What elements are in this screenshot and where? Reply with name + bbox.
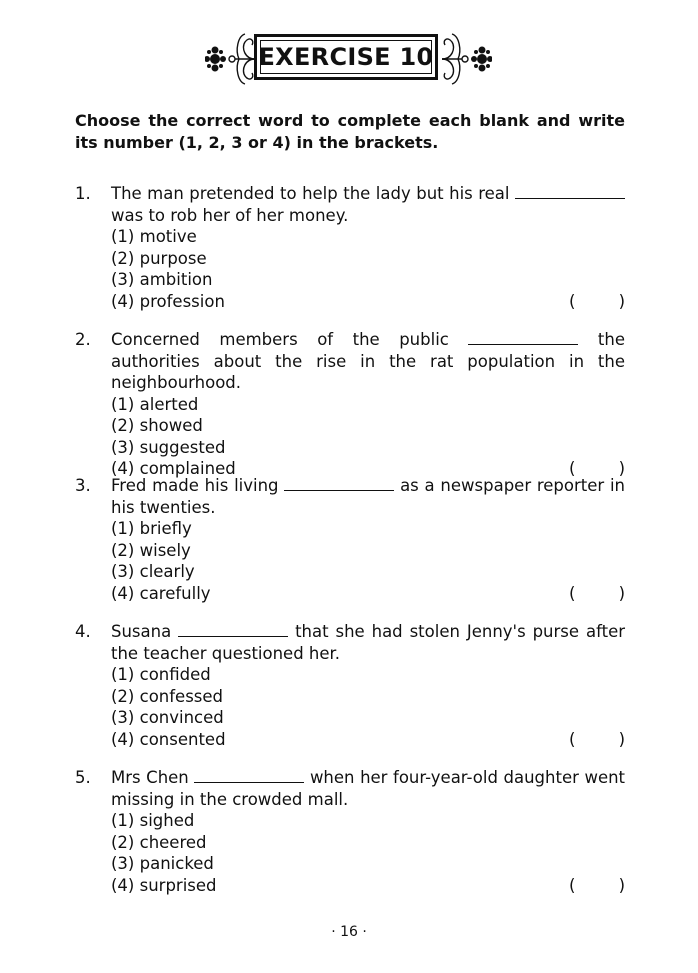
answer-brackets[interactable]: ( ) <box>569 459 625 478</box>
instructions: Choose the correct word to complete each blank and write its number (1, 2, 3 or 4) in the brackets. <box>75 111 625 152</box>
option: (3) ambition <box>111 270 213 289</box>
option: (1) alerted <box>111 394 199 414</box>
option: (2) showed <box>111 416 203 435</box>
option: (3) panicked <box>111 854 214 873</box>
question-stem: Concerned members of the public the authorities about the rise in the rat population in the neighbourhood. <box>111 330 625 392</box>
question-number: 4. <box>75 622 91 641</box>
option-last: (4) surprised ( ) <box>111 875 625 895</box>
title-box <box>254 34 438 80</box>
question-3 <box>75 475 625 604</box>
option: (2) wisely <box>111 540 191 560</box>
option-last: (4) complained ( ) <box>111 459 625 478</box>
answer-blank[interactable] <box>284 476 394 491</box>
answer-brackets[interactable]: ( ) <box>569 875 625 895</box>
exercise-header <box>0 28 698 90</box>
answer-blank[interactable] <box>515 184 625 199</box>
question-2 <box>75 329 625 480</box>
option: (3) suggested <box>111 437 226 457</box>
option-last: (4) carefully ( ) <box>111 583 625 603</box>
option-last: (4) profession ( ) <box>111 291 625 311</box>
right-ornament-icon <box>440 28 492 90</box>
question-number: 3. <box>75 476 91 495</box>
option: (2) purpose <box>111 248 207 268</box>
answer-brackets[interactable]: ( ) <box>569 291 625 311</box>
question-number: 2. <box>75 330 91 349</box>
option: (1) sighed <box>111 811 195 830</box>
question-4 <box>75 621 625 750</box>
left-ornament-icon <box>205 28 257 90</box>
question-stem: Susana that she had stolen Jenny's purse after the teacher questioned her. <box>111 622 625 663</box>
question-5 <box>75 767 625 896</box>
option: (1) confided <box>111 665 211 684</box>
question-number: 5. <box>75 768 91 787</box>
option: (2) cheered <box>111 832 207 852</box>
question-stem: Mrs Chen when her four-year-old daughter went missing in the crowded mall. <box>111 768 626 809</box>
question-1 <box>75 183 625 312</box>
answer-blank[interactable] <box>194 768 304 783</box>
answer-blank[interactable] <box>468 330 578 345</box>
option: (1) motive <box>111 227 197 246</box>
option: (2) confessed <box>111 686 224 706</box>
answer-blank[interactable] <box>178 622 288 637</box>
exercise-title: EXERCISE 10 <box>258 43 434 71</box>
answer-brackets[interactable]: ( ) <box>569 729 625 749</box>
option: (3) convinced <box>111 708 224 727</box>
option: (1) briefly <box>111 519 192 538</box>
option: (3) clearly <box>111 562 195 581</box>
page-number: · 16 · <box>331 924 367 940</box>
question-number: 1. <box>75 184 91 203</box>
answer-brackets[interactable]: ( ) <box>569 583 625 603</box>
question-stem: Fred made his living as a newspaper reporter in his twenties. <box>111 476 625 517</box>
option-last: (4) consented ( ) <box>111 729 625 749</box>
question-stem: The man pretended to help the lady but his real was to rob her of her money. <box>111 183 625 226</box>
